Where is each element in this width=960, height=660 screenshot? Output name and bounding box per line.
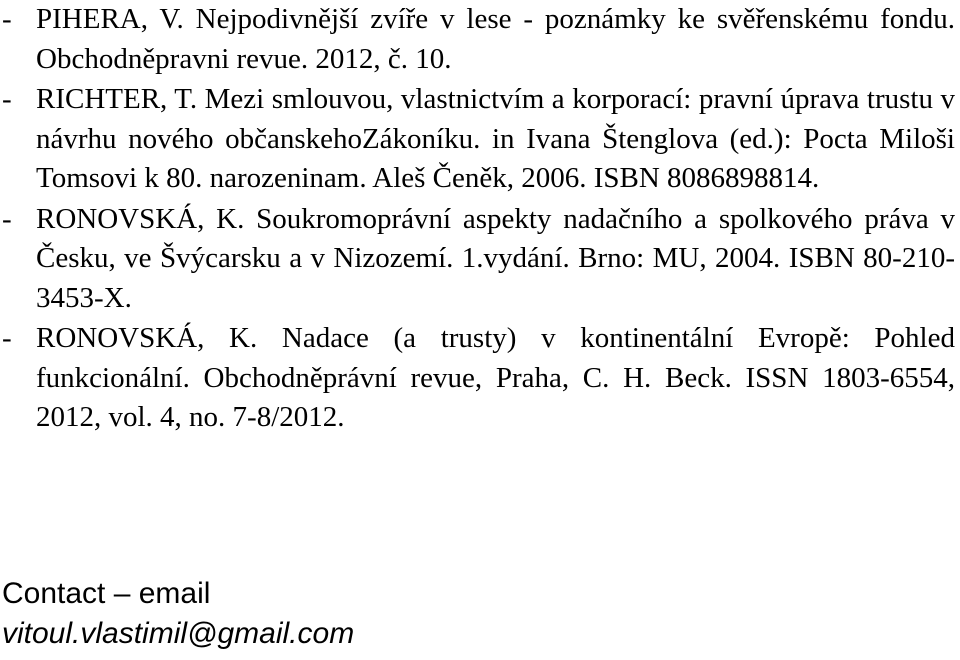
reference-text: RICHTER, T. Mezi smlouvou, vlastnictvím a korporací: pravní úprava trustu v návrhu nového občanskehoZákoníku. in Ivana Štenglova (ed.): Pocta Miloši Tomsovi k 80. narozeninam. Aleš Čeněk, 2006. ISBN 8086898814.: [36, 83, 955, 194]
reference-text: RONOVSKÁ, K. Soukromoprávní aspekty nadačního a spolkového práva v Česku, ve Švýcarsku a v Nizozemí. 1.vydání. Brno: MU, 2004. ISBN 80-210-3453-X.: [36, 202, 955, 314]
list-dash: -: [2, 83, 12, 115]
contact-heading: Contact – email: [2, 577, 211, 610]
list-dash: -: [2, 3, 12, 35]
reference-item: [0, 0, 955, 79]
list-dash: -: [2, 202, 12, 235]
contact-block: [2, 574, 354, 654]
reference-text: PIHERA, V. Nejpodivnější zvíře v lese - poznámky ke svěřenskému fondu. Obchodněpravni revue. 2012, č. 10.: [36, 3, 955, 75]
reference-item: [0, 319, 955, 438]
reference-item: [0, 200, 955, 319]
reference-text: RONOVSKÁ, K. Nadace (a trusty) v kontinentální Evropě: Pohled funkcionální. Obchodněprávní revue, Praha, C. H. Beck. ISSN 1803-6554, 2012, vol. 4, no. 7-8/2012.: [36, 322, 955, 433]
reference-item: [0, 80, 955, 199]
contact-email: vitoul.vlastimil@gmail.com: [2, 617, 355, 650]
list-dash: -: [2, 322, 12, 354]
